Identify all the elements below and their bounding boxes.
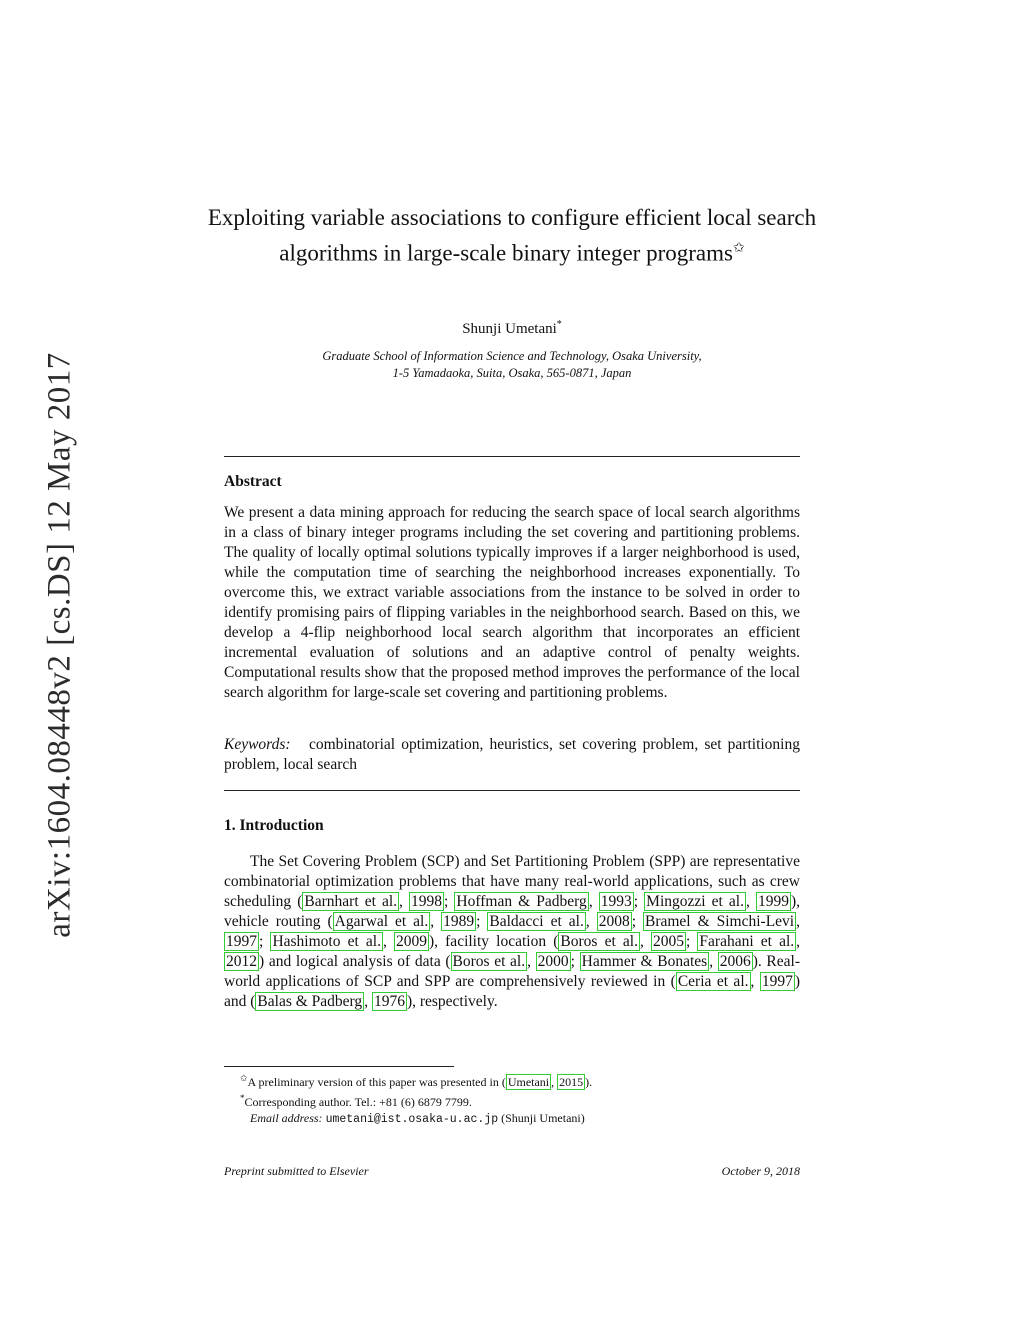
intro-text: ; [570, 953, 580, 970]
intro-text: , [796, 933, 801, 950]
author-footnote-mark: * [556, 319, 562, 330]
affiliation [224, 348, 800, 382]
email-owner: (Shunji Umetani) [501, 1111, 585, 1125]
abstract-top-rule [224, 456, 800, 457]
keywords [224, 735, 800, 775]
intro-text: , [750, 973, 760, 990]
abstract-text: We present a data mining approach for reducing the search space of local search algorithms in a class of binary integer programs including the set covering and partitioning problems. The quality of locally optimal solutions typically improves if a larger neighborhood is used, while the computation time of searching the neighborhood increases exponentially. To overcome this, we extract variable associations from the instance to be solved in order to identify promising pairs of flipping variables in the neighborhood search. Based on this, we develop a 4-flip neighborhood local search algorithm that incorporates an efficient incremental evaluation of solutions and an adaptive control of penalty weights. Computational results show that the proposed method improves the performance of the local search algorithm for large-scale set covering and partitioning problems. [224, 504, 800, 701]
footnotes [240, 1070, 592, 1128]
intro-text: , [382, 933, 394, 950]
intro-text: ) and ( [224, 973, 800, 1010]
intro-text: ) and logical analysis of data ( [259, 953, 451, 970]
citation-link[interactable]: 2012 [226, 953, 257, 970]
footer-date: October 9, 2018 [721, 1164, 800, 1178]
citation-link[interactable]: 1998 [411, 893, 443, 910]
email-label: Email address: [250, 1111, 323, 1125]
citation-link[interactable]: 1997 [226, 933, 257, 950]
footnote-preliminary [240, 1070, 592, 1090]
citation-link[interactable]: Barnhart et al. [304, 893, 398, 910]
arxiv-identifier-stamp: arXiv:1604.08448v2 [cs.DS] 12 May 2017 [41, 352, 78, 938]
intro-text: , [588, 893, 599, 910]
intro-text: , [709, 953, 718, 970]
title-text: Exploiting variable associations to configure efficient local search algorithms in large-scale binary integer programs [207, 205, 817, 266]
abstract-heading: Abstract [224, 473, 282, 490]
footnote-mark: ✩ [240, 1073, 248, 1083]
intro-text: , [399, 893, 410, 910]
title-footnote-mark: ✩ [732, 241, 745, 256]
intro-text: ), facility location ( [428, 933, 559, 950]
citation-link[interactable]: Umetani [507, 1075, 550, 1089]
intro-text: , [796, 913, 800, 930]
footnote-corresponding [240, 1090, 592, 1110]
citation-link[interactable]: Hammer & Bonates [581, 953, 708, 970]
keywords-label: Keywords: [224, 736, 291, 753]
footnote-mark: * [240, 1093, 245, 1103]
intro-text: , [527, 953, 536, 970]
footnote-text: ). [585, 1075, 593, 1089]
citation-link[interactable]: 2008 [598, 913, 630, 930]
keywords-text: combinatorial optimization, heuristics, set covering problem, set partitioning problem, local search [224, 736, 800, 773]
intro-text: ). Real-world applications of SCP and SPP are comprehensively reviewed in ( [224, 953, 800, 990]
citation-link[interactable]: Ceria et al. [677, 973, 749, 990]
footer-preprint-note: Preprint submitted to Elsevier [224, 1164, 369, 1178]
affiliation-line-1: Graduate School of Information Science and Technology, Osaka University, [322, 349, 702, 363]
intro-text: , [430, 913, 442, 930]
citation-link[interactable]: Hoffman & Padberg [456, 893, 587, 910]
citation-link[interactable]: 2006 [719, 953, 751, 970]
intro-text: ; [259, 933, 271, 950]
intro-text: ; [631, 913, 643, 930]
intro-text: , [585, 913, 597, 930]
author-line [224, 319, 800, 338]
citation-link[interactable]: 2005 [652, 933, 684, 950]
intro-text: ), respectively. [406, 993, 498, 1010]
citation-link[interactable]: Mingozzi et al. [646, 893, 744, 910]
intro-text: ; [685, 933, 698, 950]
intro-text: ; [633, 893, 645, 910]
author-name: Shunji Umetani [462, 321, 557, 337]
intro-text: The Set Covering Problem (SCP) and Set Partitioning Problem (SPP) are representative combinatorial optimization problems that have many real-world applications, such as crew scheduling ( [224, 853, 800, 910]
citation-link[interactable]: 1989 [443, 913, 475, 930]
citation-link[interactable]: Baldacci et al. [489, 913, 584, 930]
affiliation-line-2: 1-5 Yamadaoka, Suita, Osaka, 565-0871, Japan [392, 366, 632, 380]
footnote-text: , [551, 1075, 558, 1089]
footnote-text: A preliminary version of this paper was presented in ( [247, 1075, 506, 1089]
intro-text: , [364, 993, 372, 1010]
citation-link[interactable]: 2009 [395, 933, 427, 950]
citation-link[interactable]: Agarwal et al. [334, 913, 429, 930]
footnote-rule [224, 1066, 454, 1067]
citation-link[interactable]: Hashimoto et al. [272, 933, 381, 950]
section-heading-introduction: 1. Introduction [224, 817, 324, 834]
citation-link[interactable]: 1997 [761, 973, 793, 990]
intro-text: ; [444, 893, 455, 910]
citation-link[interactable]: 1976 [373, 993, 405, 1010]
intro-text: ; [476, 913, 488, 930]
citation-link[interactable]: 2015 [559, 1075, 584, 1089]
footnote-text: Corresponding author. Tel.: +81 (6) 6879 7799. [244, 1095, 472, 1109]
intro-text: ), vehicle routing ( [224, 893, 801, 930]
intro-text: , [639, 933, 651, 950]
citation-link[interactable]: Farahani et al. [699, 933, 795, 950]
citation-link[interactable]: 1999 [757, 893, 789, 910]
abstract-bottom-rule [224, 790, 800, 791]
citation-link[interactable]: Boros et al. [452, 953, 526, 970]
citation-link[interactable]: Boros et al. [560, 933, 638, 950]
intro-text: , [746, 893, 756, 910]
footnote-email [240, 1110, 592, 1128]
citation-link[interactable]: Balas & Padberg [257, 993, 363, 1010]
email-address[interactable]: umetani@ist.osaka-u.ac.jp [325, 1113, 499, 1126]
page-footer [224, 1164, 800, 1179]
citation-link[interactable]: Bramel & Simchi-Levi [644, 913, 795, 930]
paper-title [200, 202, 824, 269]
introduction-paragraph [224, 852, 800, 1012]
citation-link[interactable]: 2000 [537, 953, 569, 970]
citation-link[interactable]: 1993 [600, 893, 632, 910]
